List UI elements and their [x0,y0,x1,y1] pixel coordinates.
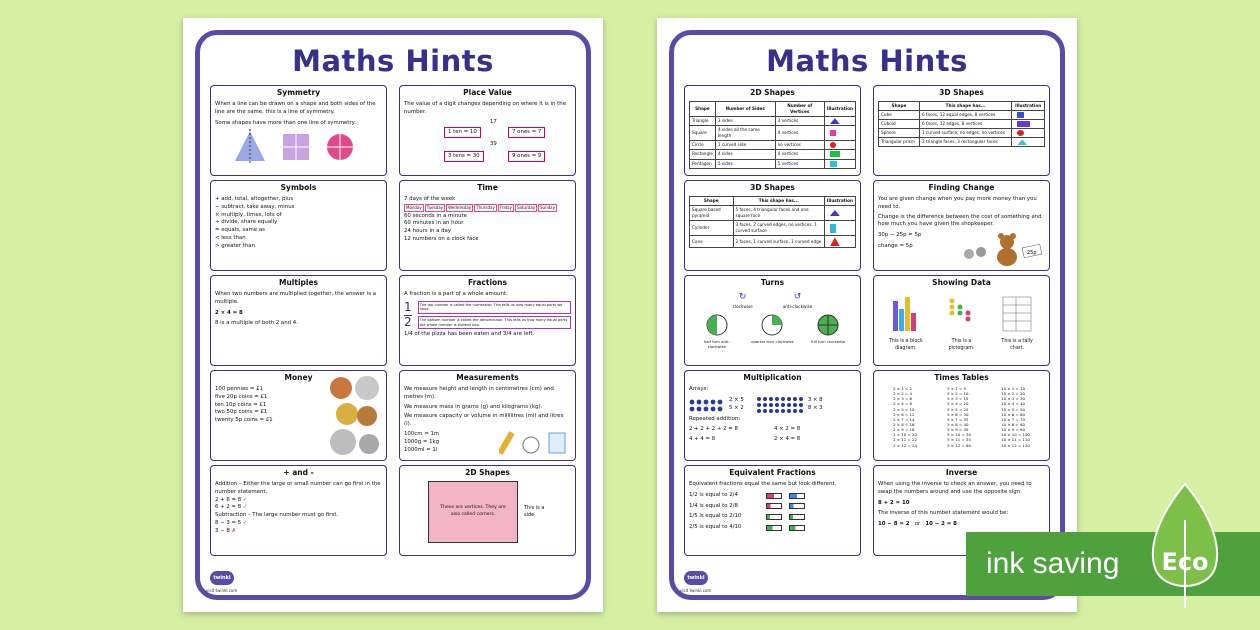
teddy-and-coins-image [963,230,1043,266]
clockwise-arrow-icon: ↻ [738,291,747,302]
days-of-week: Monday Tuesday Wednesday Thursday Friday Saturday Sunday [406,204,555,210]
right-poster [657,18,1077,612]
times-table-fact: 2 × 10 = 20 [893,432,917,438]
times-table-fact: 2 × 12 = 24 [893,442,917,448]
half-turn-circle [705,313,729,337]
coins-image [321,374,383,456]
symmetry-box: Symmetry When a line can be drawn on a shape and both sides of the line are the same, this is a line of symmetry. Some shapes have more than one line of symmetry. [210,85,387,176]
times-table-fact: 5 × 8 = 40 [947,421,969,427]
times-table-fact: 10 × 7 = 70 [1001,416,1025,422]
two-times-table [893,386,917,448]
ten-times-table [1001,386,1030,448]
anticlockwise-arrow-icon: ↺ [793,291,802,302]
money-box: Money 100 pennies = £1 five 20p coins = £1 ten 10p coins = £1 two 50p coins = £1 twenty 5p coins = £1 [210,370,387,461]
eco-leaf-icon [1145,480,1225,610]
place-value-box: Place Value The value of a digit changes depending on where it is in the number. 17 1 ten = 10 7 ones = 7 39 3 tens = 30 9 ones = 9 [399,85,576,176]
times-table-fact: 2 × 5 = 10 [893,406,915,412]
site-url: visit twinkl.com [206,588,238,593]
times-table-fact: 5 × 10 = 50 [947,432,971,438]
times-tables-box: Times Tables 2 × 1 = 2 2 × 2 = 4 2 × 3 = 6 2 × 4 = 8 2 × 5 = 10 2 × 6 = 12 2 × 7 = 14 2 × 8 = 16 2 × 9 = 18 2 × 10 = 20 2 × 11 = 22 2 × 12 = 24 5 × 1 = 5 5 × 2 = 10 5 × 3 = 15 5 × 4 = 20 5 × 5 = 25 5 × 6 = 30 5 × 7 = 35 5 × 8 = 40 5 × 9 = 45 5 × 10 = 50 5 × 11 = 55 5 × 12 = 60 10 × 1 = 10 10 × 2 = 20 10 × 3 = 30 10 × 4 = 40 10 × 5 = 50 10 × 6 = 60 10 × 7 = 70 10 × 8 = 80 10 × 9 = 90 10 × 10 = 100 10 × 11 = 110 10 × 12 = 120 [873,370,1050,461]
times-table-fact: 2 × 4 = 8 [893,401,912,407]
times-table-fact: 2 × 8 = 16 [893,421,915,427]
shapes-3d-b-box: 3D Shapes Shape This shape has... Illustration Square based pyramid 5 faces, 4 triangular faces and one square face Cylinder 3 faces, 2 curved edges, no vertices, 1 curved surface Cone 2 faces, 1 curved surface, 1 curved edge [684,180,861,271]
add-sub-box: + and - Addition – Either the large or small number can go first in the number statement. 2 + 6 = 8 ✓ 6 + 2 = 8 ✓ Subtraction – The large number must go first. 8 − 3 = 5 ✓ 3 − 8 ✗ [210,465,387,556]
inverse-box: Inverse When using the inverse to check an answer, you need to swap the numbers around and use the opposite sign. 8 + 2 = 10 The inverse of this number statement would be: 10 − 8 = 2 or 10 − 2 = 8 [873,465,1050,556]
price-tag: 25p [1027,250,1037,256]
twinkl-logo: twinkl [684,571,708,585]
times-table-fact: 5 × 2 = 10 [947,391,969,397]
multiplication-box: Multiplication Arrays: 2 × 5 5 × 2 3 × 8 8 × 3 Repeated addition: 2 + 2 + 2 + 2 = 8 4 × 2 = 8 4 + 4 = 8 2 × 4 = 8 [684,370,861,461]
times-table-fact: 2 × 6 = 12 [893,411,915,417]
times-table-fact: 5 × 12 = 60 [947,442,971,448]
site-url: visit twinkl.com [680,588,712,593]
times-table-fact: 10 × 10 = 100 [1001,432,1030,438]
time-box: Time 7 days of the week Monday Tuesday Wednesday Thursday Friday Saturday Sunday 60 seconds in a minute 60 minutes in an hour 24 hours in a day 12 numbers on a clock face [399,180,576,271]
quarter-turn-circle [760,313,784,337]
poster-title: Maths Hints [292,44,494,78]
measuring-tools-image [499,427,571,457]
times-table-fact: 2 × 3 = 6 [893,396,912,402]
array-3x8-image [756,396,804,414]
times-table-fact: 5 × 7 = 35 [947,416,969,422]
square-diagram: These are vertices. They are also called corners. [428,481,518,543]
pictogram-image [944,291,978,335]
poster-frame [669,30,1065,600]
shapes-2d-table: Shape Number of Sides Number of Vertices Illustration Triangle 3 sides 3 vertices Square 4 sides all the same length 4 vertices Circle 1 curved side no vertices Rectangle 4 sides 4 vertices Pentagon 5 sides 5 vertices [689,101,856,169]
poster-frame [195,30,591,600]
showing-data-box: Showing Data This is a block diagram. This is a pictogram. This is a tally chart. [873,275,1050,366]
shapes-2d-box: 2D Shapes These are vertices. They are also called corners. This is a side [399,465,576,556]
times-table-fact: 2 × 11 = 22 [893,437,917,443]
shapes-3d-table: Shape This shape has... Illustration Cube 6 faces, 12 equal edges, 8 vertices Cuboid 6 faces, 12 edges, 8 vertices Sphere 1 curved surface, no edges, no vertices Triangular prism 2 triangle faces, 3 rectangular faces [878,101,1045,147]
full-turn-circle [816,313,840,337]
times-tables-columns [878,386,1045,448]
times-table-fact: 10 × 2 = 20 [1001,391,1025,397]
tally-chart-image [1000,291,1034,335]
finding-change-box: Finding Change You are given change when you pay more money than you need to. Change is the difference between the cost of something and how much you have given the shopkeeper. 30p − 25p = 5p change = 5p 25p [873,180,1050,271]
array-2x5-image [689,398,725,412]
twinkl-logo: twinkl [210,571,234,585]
times-table-fact: 5 × 3 = 15 [947,396,969,402]
times-table-fact: 10 × 1 = 10 [1001,385,1025,391]
times-table-fact: 2 × 1 = 2 [893,385,912,391]
times-table-fact: 5 × 4 = 20 [947,401,969,407]
times-table-fact: 10 × 11 = 110 [1001,437,1030,443]
cross-icon: ✗ [231,527,237,534]
times-table-fact: 5 × 1 = 5 [947,385,966,391]
times-table-fact: 10 × 3 = 30 [1001,396,1025,402]
times-table-fact: 2 × 2 = 4 [893,391,912,397]
times-table-fact: 2 × 7 = 14 [893,416,915,422]
shapes-2d-table-box: 2D Shapes Shape Number of Sides Number of Vertices Illustration Triangle 3 sides 3 vertices Square 4 sides all the same length 4 vertices Circle 1 curved side no vertices Rectangle 4 sides 4 vertices Pentagon 5 sides 5 vertices [684,85,861,176]
ink-saving-text: ink saving [986,547,1120,580]
times-table-fact: 2 × 9 = 18 [893,427,915,433]
measurements-box: Measurements We measure height and length in centimetres (cm) and metres (m). We measure mass in grams (g) and kilograms (kg). We measure capacity or volume in millilitres (ml) and litres (l). 100cm = 1m 1000g = 1kg 1000ml = 1l [399,370,576,461]
times-table-fact: 5 × 5 = 25 [947,406,969,412]
times-table-fact: 10 × 9 = 90 [1001,427,1025,433]
turns-box: Turns ↻ clockwise ↺ anti-clockwise half turn anti-clockwise quarter turn clockwise full turn clockwise [684,275,861,366]
times-table-fact: 5 × 9 = 45 [947,427,969,433]
equivalent-fractions-box: Equivalent Fractions Equivalent fractions equal the same but look different. 1/2 is equal to 2/4 1/4 is equal to 2/8 1/5 is equal to 2/10 2/5 is equal to 4/10 [684,465,861,556]
tick-icon: ✓ [242,496,248,503]
fraction-symbol: 1 2 [404,300,412,329]
times-table-fact: 10 × 12 = 120 [1001,442,1030,448]
left-poster [183,18,603,612]
times-table-fact: 10 × 6 = 60 [1001,411,1025,417]
symmetry-shapes [215,127,385,167]
fractions-box: Fractions A fraction is a part of a whole amount. 1 2 The top number is called the numerator. This tells us how many equal parts we have. The bottom number is called the denominator. This tells us how many equal parts the whole number is divided into. 1/4 of the pizza has been eaten and 3/4 are left. [399,275,576,366]
shapes-3d-a-box: 3D Shapes Shape This shape has... Illustration Cube 6 faces, 12 equal edges, 8 vertices Cuboid 6 faces, 12 edges, 8 vertices Sphere 1 curved surface, no edges, no vertices Triangular prism 2 triangle faces, 3 rectangular faces [873,85,1050,176]
times-table-fact: 5 × 6 = 30 [947,411,969,417]
times-table-fact: 10 × 5 = 50 [1001,406,1025,412]
times-table-fact: 10 × 4 = 40 [1001,401,1025,407]
symbols-box: Symbols + add, total, altogether, plus − subtract, take away, minus × multiply, times, lots of ÷ divide, share equally = equals, same as < less than > greater than [210,180,387,271]
times-table-fact: 10 × 8 = 80 [1001,421,1025,427]
block-diagram-image [889,291,923,335]
five-times-table [947,386,971,448]
place-value-diagram: 17 1 ten = 10 7 ones = 7 39 3 tens = 30 9 ones = 9 [404,119,571,169]
box-heading: Symmetry [276,88,321,97]
eco-label: Eco [1161,548,1209,576]
times-table-fact: 5 × 11 = 55 [947,437,971,443]
tick-icon: ✓ [242,504,248,511]
shapes-3d-table: Shape This shape has... Illustration Square based pyramid 5 faces, 4 triangular faces and one square face Cylinder 3 faces, 2 curved edges, no vertices, 1 curved surface Cone 2 faces, 1 curved surface, 1 curved edge [689,196,856,248]
poster-title: Maths Hints [766,44,968,78]
multiples-box: Multiples When two numbers are multiplied together, the answer is a multiple. 2 × 4 = 8 8 is a multiple of both 2 and 4. [210,275,387,366]
tick-icon: ✓ [242,520,248,527]
